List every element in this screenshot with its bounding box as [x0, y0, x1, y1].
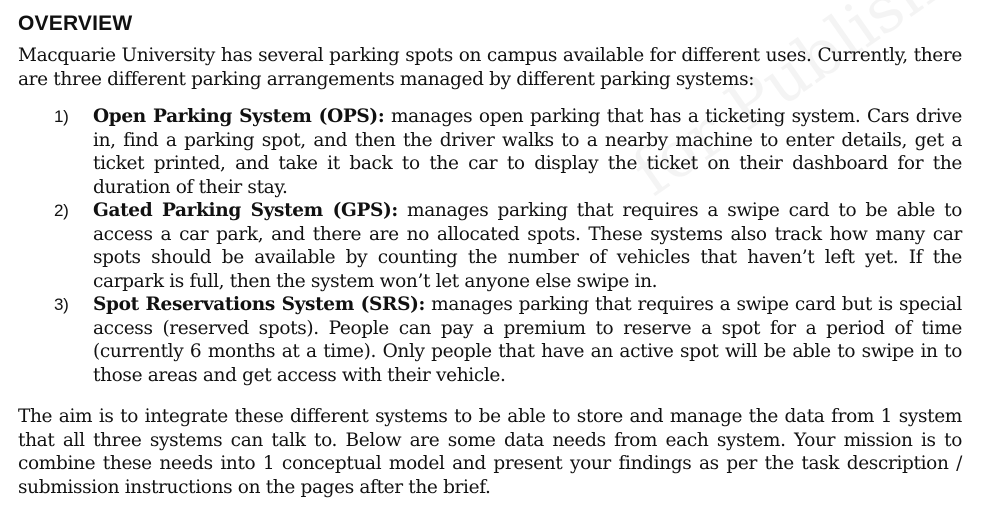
parking-systems-list	[18, 105, 962, 387]
intro-paragraph: Macquarie University has several parking spots on campus available for different uses. Currently, there are three different parking arrangements managed by different parking systems:	[18, 45, 962, 90]
system-description: manages open parking that has a ticketing system. Cars drive in, find a parking spot, and then the driver walks to a nearby machine to enter details, get a ticket printed, and take it back to the car to display the ticket on their dashboard for the duration of their stay.	[93, 106, 963, 198]
page-title: OVERVIEW	[18, 12, 133, 35]
document-page	[18, 10, 962, 499]
list-item-ops	[18, 105, 962, 199]
system-term: Spot Reservations System (SRS):	[93, 294, 425, 315]
list-number: 2)	[54, 201, 69, 220]
list-item-gps	[18, 199, 962, 293]
list-number: 1)	[54, 107, 69, 126]
system-term: Gated Parking System (GPS):	[93, 200, 398, 221]
closing-paragraph: The aim is to integrate these different systems to be able to store and manage the data from 1 system that all three systems can talk to. Below are some data needs from each system. Your mission is to combine these needs into 1 conceptual model and present your findings as per the task description / submission instructions on the pages after the brief.	[18, 406, 962, 498]
system-term: Open Parking System (OPS):	[93, 106, 385, 127]
list-item-srs	[18, 293, 962, 387]
system-description: manages parking that requires a swipe card to be able to access a car park, and there are no allocated spots. These systems also track how many car spots should be available by counting the number of vehicles that haven’t left yet. If the carpark is full, then the system won’t let anyone else swipe in.	[93, 200, 962, 292]
list-number: 3)	[54, 295, 69, 314]
system-description: manages parking that requires a swipe card but is special access (reserved spots). People can pay a premium to reserve a spot for a period of time (currently 6 months at a time). Only people that have an active spot will be able to swipe in to those areas and get access with their vehicle.	[93, 294, 962, 386]
